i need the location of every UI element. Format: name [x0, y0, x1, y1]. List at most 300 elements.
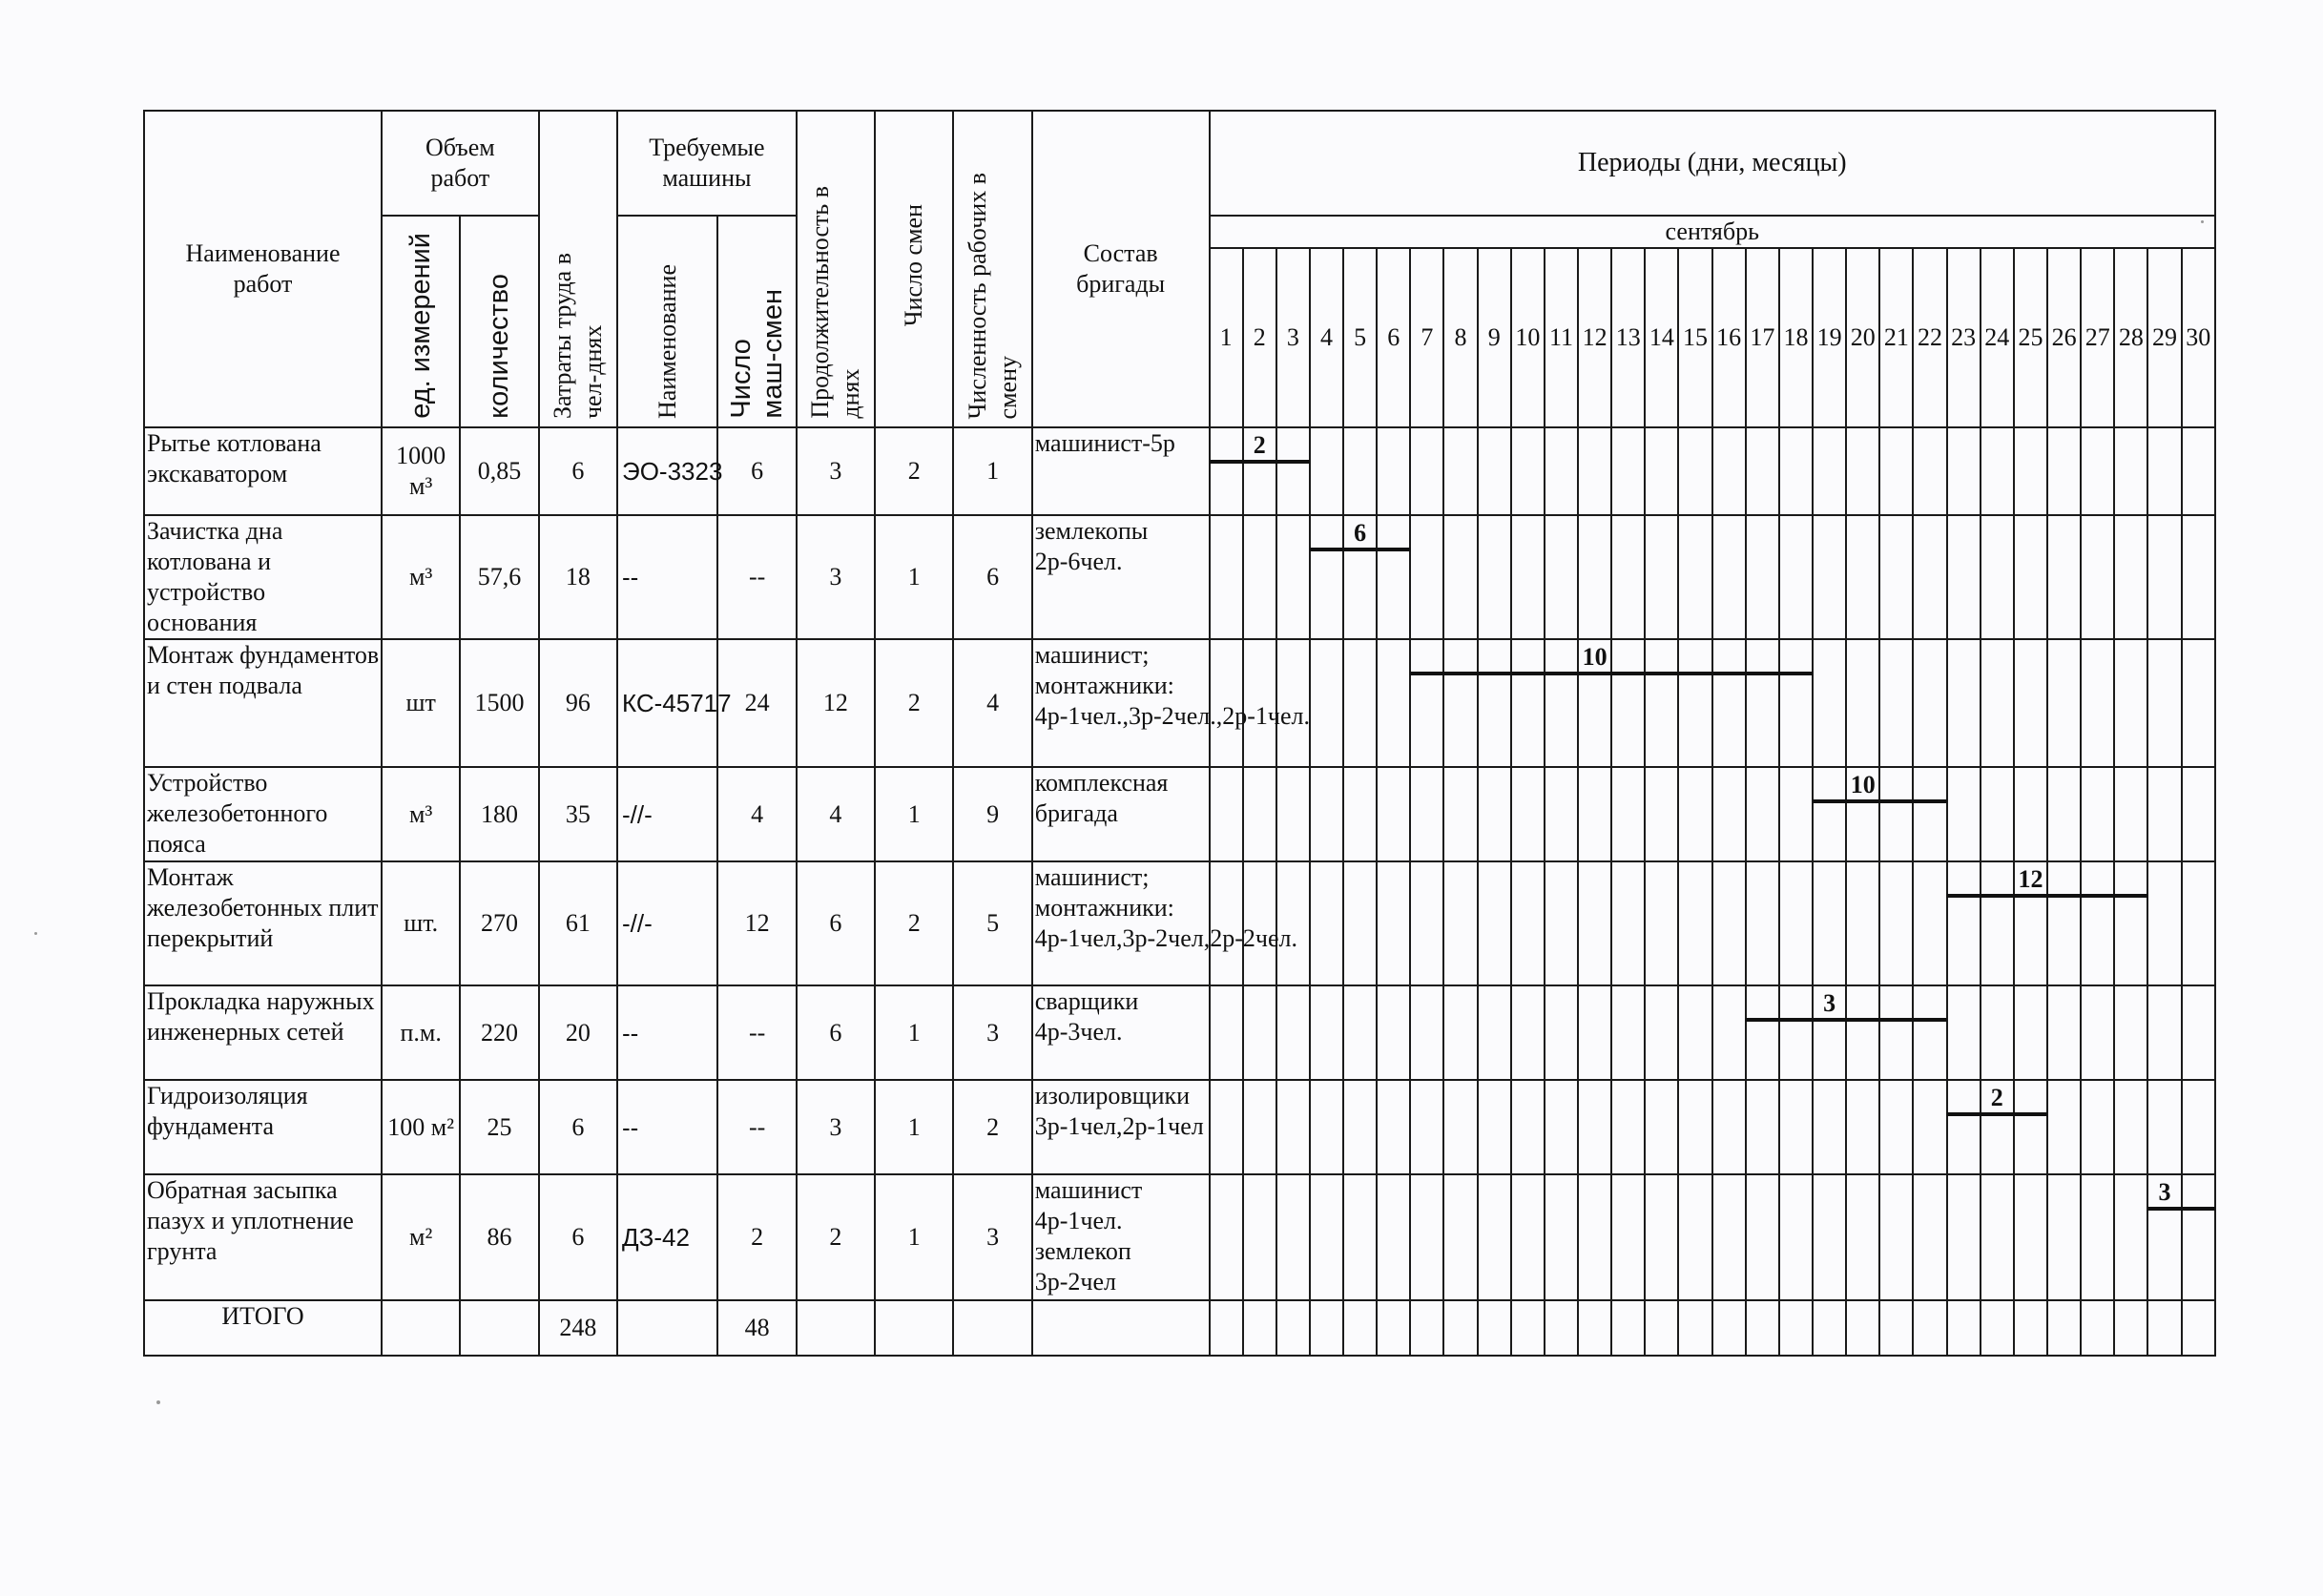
day-cell	[1879, 1080, 1913, 1174]
row-machine: --	[617, 985, 717, 1080]
day-cell	[1443, 1300, 1477, 1356]
scan-speck	[156, 1400, 160, 1404]
header-labor	[539, 111, 617, 427]
row-shifts: 1	[875, 767, 953, 861]
day-cell	[1813, 515, 1846, 639]
row-workers: 9	[953, 767, 1031, 861]
day-cell	[1545, 515, 1578, 639]
row-quantity: 270	[460, 861, 538, 985]
header-quantity-text: количество	[484, 274, 515, 419]
row-workers: 5	[953, 861, 1031, 985]
day-cell	[1210, 427, 1243, 515]
day-cell	[1913, 427, 1946, 515]
scan-speck	[2201, 220, 2204, 223]
day-cell	[1243, 985, 1276, 1080]
day-cell	[2047, 515, 2081, 639]
header-day-24: 24	[1981, 248, 2014, 427]
day-cell	[1981, 861, 2014, 985]
day-cell	[2047, 1080, 2081, 1174]
header-day-20: 20	[1846, 248, 1879, 427]
row-unit: п.м.	[382, 985, 460, 1080]
row-work-name: Обратная засыпка пазух и уплотнение грунта	[144, 1174, 382, 1300]
day-cell	[1746, 861, 1779, 985]
day-cell	[1276, 1080, 1310, 1174]
day-cell	[1947, 639, 1981, 767]
row-labor: 6	[539, 1080, 617, 1174]
day-cell	[2081, 985, 2114, 1080]
header-machines: Требуемые машины	[617, 111, 797, 216]
day-cell	[1210, 985, 1243, 1080]
day-cell	[2081, 1080, 2114, 1174]
day-cell	[2114, 1300, 2147, 1356]
day-cell	[1276, 767, 1310, 861]
header-day-9: 9	[1478, 248, 1511, 427]
row-machine: --	[617, 1080, 717, 1174]
day-cell	[1310, 1080, 1343, 1174]
day-cell	[2047, 427, 2081, 515]
header-day-2: 2	[1243, 248, 1276, 427]
day-cell	[1210, 1300, 1243, 1356]
day-cell	[1813, 985, 1846, 1080]
day-cell	[1210, 767, 1243, 861]
day-cell	[1243, 1174, 1276, 1300]
day-cell	[1210, 861, 1243, 985]
day-cell	[2114, 1080, 2147, 1174]
header-day-26: 26	[2047, 248, 2081, 427]
header-shifts	[875, 111, 953, 427]
day-cell	[1443, 767, 1477, 861]
day-cell	[1377, 985, 1410, 1080]
day-cell	[1645, 767, 1678, 861]
row-duration: 3	[797, 427, 875, 515]
header-day-30: 30	[2182, 248, 2215, 427]
row-machine: ДЗ-42	[617, 1174, 717, 1300]
day-cell	[2114, 427, 2147, 515]
day-cell	[2147, 985, 2181, 1080]
row-unit: 1000 м³	[382, 427, 460, 515]
day-cell	[1310, 639, 1343, 767]
day-cell	[1712, 1080, 1746, 1174]
day-cell	[1879, 767, 1913, 861]
day-cell	[1712, 1300, 1746, 1356]
day-cell	[1947, 1174, 1981, 1300]
row-work-name: Монтаж фундаментов и стен подвала	[144, 639, 382, 767]
day-cell	[2182, 1300, 2215, 1356]
day-cell	[2081, 1174, 2114, 1300]
day-cell	[1377, 861, 1410, 985]
day-cell	[1846, 767, 1879, 861]
day-cell	[1779, 1080, 1813, 1174]
header-work-name: Наименование работ	[144, 111, 382, 427]
total-labor: 248	[539, 1300, 617, 1356]
day-cell	[1578, 1174, 1611, 1300]
row-work-name: Прокладка наружных инженерных сетей	[144, 985, 382, 1080]
day-cell	[2081, 427, 2114, 515]
day-cell	[2014, 639, 2047, 767]
day-cell	[1746, 1080, 1779, 1174]
day-cell	[1846, 1080, 1879, 1174]
day-cell	[2047, 985, 2081, 1080]
row-machine-shifts: 12	[717, 861, 796, 985]
day-cell	[1210, 515, 1243, 639]
row-workers: 3	[953, 985, 1031, 1080]
day-cell	[1545, 1080, 1578, 1174]
day-cell	[1947, 515, 1981, 639]
day-cell	[1545, 1300, 1578, 1356]
day-cell	[1511, 639, 1545, 767]
day-cell	[1343, 767, 1377, 861]
day-cell	[1276, 1300, 1310, 1356]
day-cell	[1712, 1174, 1746, 1300]
day-cell	[1545, 427, 1578, 515]
day-cell	[2114, 985, 2147, 1080]
gantt-bar-label: 3	[1823, 989, 1836, 1017]
row-duration: 4	[797, 767, 875, 861]
day-cell	[1981, 1174, 2014, 1300]
day-cell	[1511, 1174, 1545, 1300]
day-cell	[1779, 515, 1813, 639]
header-day-12: 12	[1578, 248, 1611, 427]
header-day-5: 5	[1343, 248, 1377, 427]
day-cell	[1913, 1174, 1946, 1300]
row-machine-shifts: --	[717, 985, 796, 1080]
day-cell	[2182, 767, 2215, 861]
header-quantity	[460, 216, 538, 427]
header-brigade: Состав бригады	[1032, 111, 1210, 427]
day-cell	[1712, 861, 1746, 985]
day-cell	[1981, 985, 2014, 1080]
day-cell	[1210, 1174, 1243, 1300]
total-qty	[460, 1300, 538, 1356]
day-cell	[1243, 515, 1276, 639]
day-cell	[1343, 515, 1377, 639]
day-cell	[1243, 861, 1276, 985]
header-duration-text: Продолжительность в днях	[805, 186, 864, 419]
day-cell	[1578, 861, 1611, 985]
day-cell	[1611, 767, 1645, 861]
row-quantity: 180	[460, 767, 538, 861]
day-cell	[1913, 985, 1946, 1080]
header-workers-text: Численность рабочих в смену	[963, 172, 1022, 419]
header-unit-text: ед. измерений	[404, 233, 436, 419]
header-day-27: 27	[2081, 248, 2114, 427]
table-row	[144, 427, 2215, 515]
day-cell	[1478, 861, 1511, 985]
day-cell	[1879, 515, 1913, 639]
header-day-28: 28	[2114, 248, 2147, 427]
header-machine-shifts	[717, 216, 796, 427]
row-workers: 1	[953, 427, 1031, 515]
day-cell	[1611, 639, 1645, 767]
day-cell	[1913, 1300, 1946, 1356]
day-cell	[1545, 639, 1578, 767]
table-row	[144, 985, 2215, 1080]
table-row	[144, 639, 2215, 767]
day-cell	[1913, 1080, 1946, 1174]
day-cell	[1981, 1300, 2014, 1356]
day-cell	[1678, 427, 1711, 515]
row-shifts: 2	[875, 427, 953, 515]
header-unit	[382, 216, 460, 427]
day-cell	[1712, 427, 1746, 515]
day-cell	[1545, 861, 1578, 985]
day-cell	[2014, 1174, 2047, 1300]
header-shifts-text: Число смен	[900, 203, 928, 327]
day-cell	[1813, 1080, 1846, 1174]
day-cell	[1343, 639, 1377, 767]
row-shifts: 1	[875, 1080, 953, 1174]
total-row	[144, 1300, 2215, 1356]
day-cell	[1813, 639, 1846, 767]
day-cell	[1981, 427, 2014, 515]
day-cell	[1879, 427, 1913, 515]
day-cell	[2147, 767, 2181, 861]
row-unit: шт.	[382, 861, 460, 985]
row-machine: --	[617, 515, 717, 639]
header-machine-name	[617, 216, 717, 427]
day-cell	[1578, 1080, 1611, 1174]
header-volume: Объем работ	[382, 111, 539, 216]
day-cell	[1746, 639, 1779, 767]
day-cell	[1779, 861, 1813, 985]
day-cell	[1645, 1080, 1678, 1174]
header-day-1: 1	[1210, 248, 1243, 427]
row-quantity: 57,6	[460, 515, 538, 639]
day-cell	[2147, 1174, 2181, 1300]
day-cell	[1846, 1174, 1879, 1300]
header-machine-name-text: Наименование	[653, 264, 681, 419]
gantt-bar-label: 10	[1850, 771, 1876, 798]
gantt-bar-label: 12	[2018, 865, 2043, 893]
total-label: ИТОГО	[144, 1300, 382, 1356]
day-cell	[2014, 1300, 2047, 1356]
row-duration: 6	[797, 861, 875, 985]
row-workers: 2	[953, 1080, 1031, 1174]
day-cell	[2047, 861, 2081, 985]
day-cell	[1746, 985, 1779, 1080]
day-cell	[2114, 861, 2147, 985]
day-cell	[1377, 1174, 1410, 1300]
day-cell	[2014, 1080, 2047, 1174]
row-brigade: машинист; монтажники: 4р-1чел.,3р-2чел.,2р-1чел.	[1032, 639, 1210, 767]
day-cell	[2081, 515, 2114, 639]
day-cell	[1443, 427, 1477, 515]
header-day-11: 11	[1545, 248, 1578, 427]
header-day-16: 16	[1712, 248, 1746, 427]
row-machine-shifts: 24	[717, 639, 796, 767]
day-cell	[1913, 861, 1946, 985]
scan-speck	[34, 932, 37, 935]
day-cell	[1243, 767, 1276, 861]
row-machine: -//-	[617, 861, 717, 985]
row-unit: шт	[382, 639, 460, 767]
day-cell	[2147, 1300, 2181, 1356]
day-cell	[1511, 427, 1545, 515]
row-labor: 96	[539, 639, 617, 767]
day-cell	[1712, 767, 1746, 861]
day-cell	[1981, 1080, 2014, 1174]
day-cell	[2182, 515, 2215, 639]
row-quantity: 1500	[460, 639, 538, 767]
table-row	[144, 767, 2215, 861]
day-cell	[1410, 427, 1443, 515]
day-cell	[1410, 515, 1443, 639]
day-cell	[1443, 985, 1477, 1080]
row-unit: 100 м²	[382, 1080, 460, 1174]
day-cell	[1813, 1174, 1846, 1300]
total-empty	[953, 1300, 1031, 1356]
day-cell	[1578, 1300, 1611, 1356]
header-day-3: 3	[1276, 248, 1310, 427]
row-machine-shifts: 6	[717, 427, 796, 515]
day-cell	[1210, 1080, 1243, 1174]
row-work-name: Зачистка дна котлована и устройство основания	[144, 515, 382, 639]
day-cell	[1879, 1174, 1913, 1300]
day-cell	[1913, 515, 1946, 639]
day-cell	[1310, 985, 1343, 1080]
header-day-4: 4	[1310, 248, 1343, 427]
day-cell	[1443, 1080, 1477, 1174]
row-workers: 6	[953, 515, 1031, 639]
row-machine-shifts: --	[717, 515, 796, 639]
header-day-6: 6	[1377, 248, 1410, 427]
total-machine	[617, 1300, 717, 1356]
day-cell	[1276, 985, 1310, 1080]
gantt-bar-label: 6	[1354, 519, 1367, 547]
header-day-22: 22	[1913, 248, 1946, 427]
row-brigade: комплексная бригада	[1032, 767, 1210, 861]
day-cell	[1879, 639, 1913, 767]
day-cell	[1779, 767, 1813, 861]
total-empty	[875, 1300, 953, 1356]
day-cell	[1813, 767, 1846, 861]
day-cell	[1947, 427, 1981, 515]
day-cell	[1243, 1080, 1276, 1174]
day-cell	[1578, 985, 1611, 1080]
row-brigade: машинист-5р	[1032, 427, 1210, 515]
day-cell	[1746, 427, 1779, 515]
day-cell	[1779, 427, 1813, 515]
day-cell	[1611, 985, 1645, 1080]
row-brigade: машинист; монтажники: 4р-1чел,3р-2чел,2р-2чел.	[1032, 861, 1210, 985]
day-cell	[2147, 1080, 2181, 1174]
total-empty	[1032, 1300, 1210, 1356]
header-machine-shifts-text: Число маш-смен	[725, 289, 788, 419]
day-cell	[1779, 1300, 1813, 1356]
day-cell	[1611, 1080, 1645, 1174]
day-cell	[2014, 861, 2047, 985]
gantt-bar-label: 10	[1582, 643, 1607, 671]
row-machine-shifts: 4	[717, 767, 796, 861]
day-cell	[1443, 1174, 1477, 1300]
day-cell	[1779, 985, 1813, 1080]
header-day-29: 29	[2147, 248, 2181, 427]
row-labor: 61	[539, 861, 617, 985]
day-cell	[1712, 515, 1746, 639]
day-cell	[1478, 515, 1511, 639]
row-shifts: 1	[875, 1174, 953, 1300]
day-cell	[1276, 1174, 1310, 1300]
day-cell	[1746, 1300, 1779, 1356]
header-day-17: 17	[1746, 248, 1779, 427]
day-cell	[1746, 1174, 1779, 1300]
day-cell	[1410, 767, 1443, 861]
day-cell	[2182, 861, 2215, 985]
day-cell	[1846, 515, 1879, 639]
row-quantity: 220	[460, 985, 538, 1080]
day-cell	[1678, 1174, 1711, 1300]
row-work-name: Монтаж железобетонных плит перекрытий	[144, 861, 382, 985]
row-labor: 20	[539, 985, 617, 1080]
row-shifts: 1	[875, 515, 953, 639]
day-cell	[1511, 985, 1545, 1080]
day-cell	[2182, 985, 2215, 1080]
day-cell	[1678, 985, 1711, 1080]
day-cell	[1243, 1300, 1276, 1356]
day-cell	[1410, 1300, 1443, 1356]
row-duration: 6	[797, 985, 875, 1080]
day-cell	[1578, 515, 1611, 639]
row-brigade: машинист 4р-1чел. землекоп 3р-2чел	[1032, 1174, 1210, 1300]
table-row	[144, 1080, 2215, 1174]
day-cell	[1377, 639, 1410, 767]
day-cell	[1478, 767, 1511, 861]
day-cell	[2182, 1080, 2215, 1174]
day-cell	[1846, 861, 1879, 985]
day-cell	[1645, 515, 1678, 639]
day-cell	[1611, 1300, 1645, 1356]
day-cell	[1276, 427, 1310, 515]
row-unit: м³	[382, 515, 460, 639]
day-cell	[1511, 1300, 1545, 1356]
row-brigade: сварщики 4р-3чел.	[1032, 985, 1210, 1080]
day-cell	[2114, 767, 2147, 861]
row-labor: 18	[539, 515, 617, 639]
day-cell	[2081, 767, 2114, 861]
day-cell	[1611, 861, 1645, 985]
row-duration: 3	[797, 515, 875, 639]
day-cell	[2147, 861, 2181, 985]
day-cell	[1410, 861, 1443, 985]
day-cell	[1846, 1300, 1879, 1356]
day-cell	[1410, 1174, 1443, 1300]
row-labor: 6	[539, 1174, 617, 1300]
day-cell	[2114, 1174, 2147, 1300]
row-brigade: изолировщики 3р-1чел,2р-1чел	[1032, 1080, 1210, 1174]
day-cell	[1310, 861, 1343, 985]
gantt-bar-label: 2	[1990, 1084, 2003, 1111]
day-cell	[1879, 861, 1913, 985]
header-periods: Периоды (дни, месяцы)	[1210, 111, 2216, 216]
day-cell	[2182, 427, 2215, 515]
header-day-15: 15	[1678, 248, 1711, 427]
day-cell	[1813, 861, 1846, 985]
day-cell	[1276, 861, 1310, 985]
day-cell	[2014, 515, 2047, 639]
day-cell	[2047, 639, 2081, 767]
day-cell	[2114, 639, 2147, 767]
header-day-23: 23	[1947, 248, 1981, 427]
table-row	[144, 1174, 2215, 1300]
day-cell	[1545, 767, 1578, 861]
gantt-bar-label: 3	[2158, 1178, 2171, 1206]
day-cell	[2014, 427, 2047, 515]
day-cell	[1478, 1174, 1511, 1300]
day-cell	[1879, 985, 1913, 1080]
row-duration: 2	[797, 1174, 875, 1300]
day-cell	[1981, 767, 2014, 861]
day-cell	[1343, 1174, 1377, 1300]
